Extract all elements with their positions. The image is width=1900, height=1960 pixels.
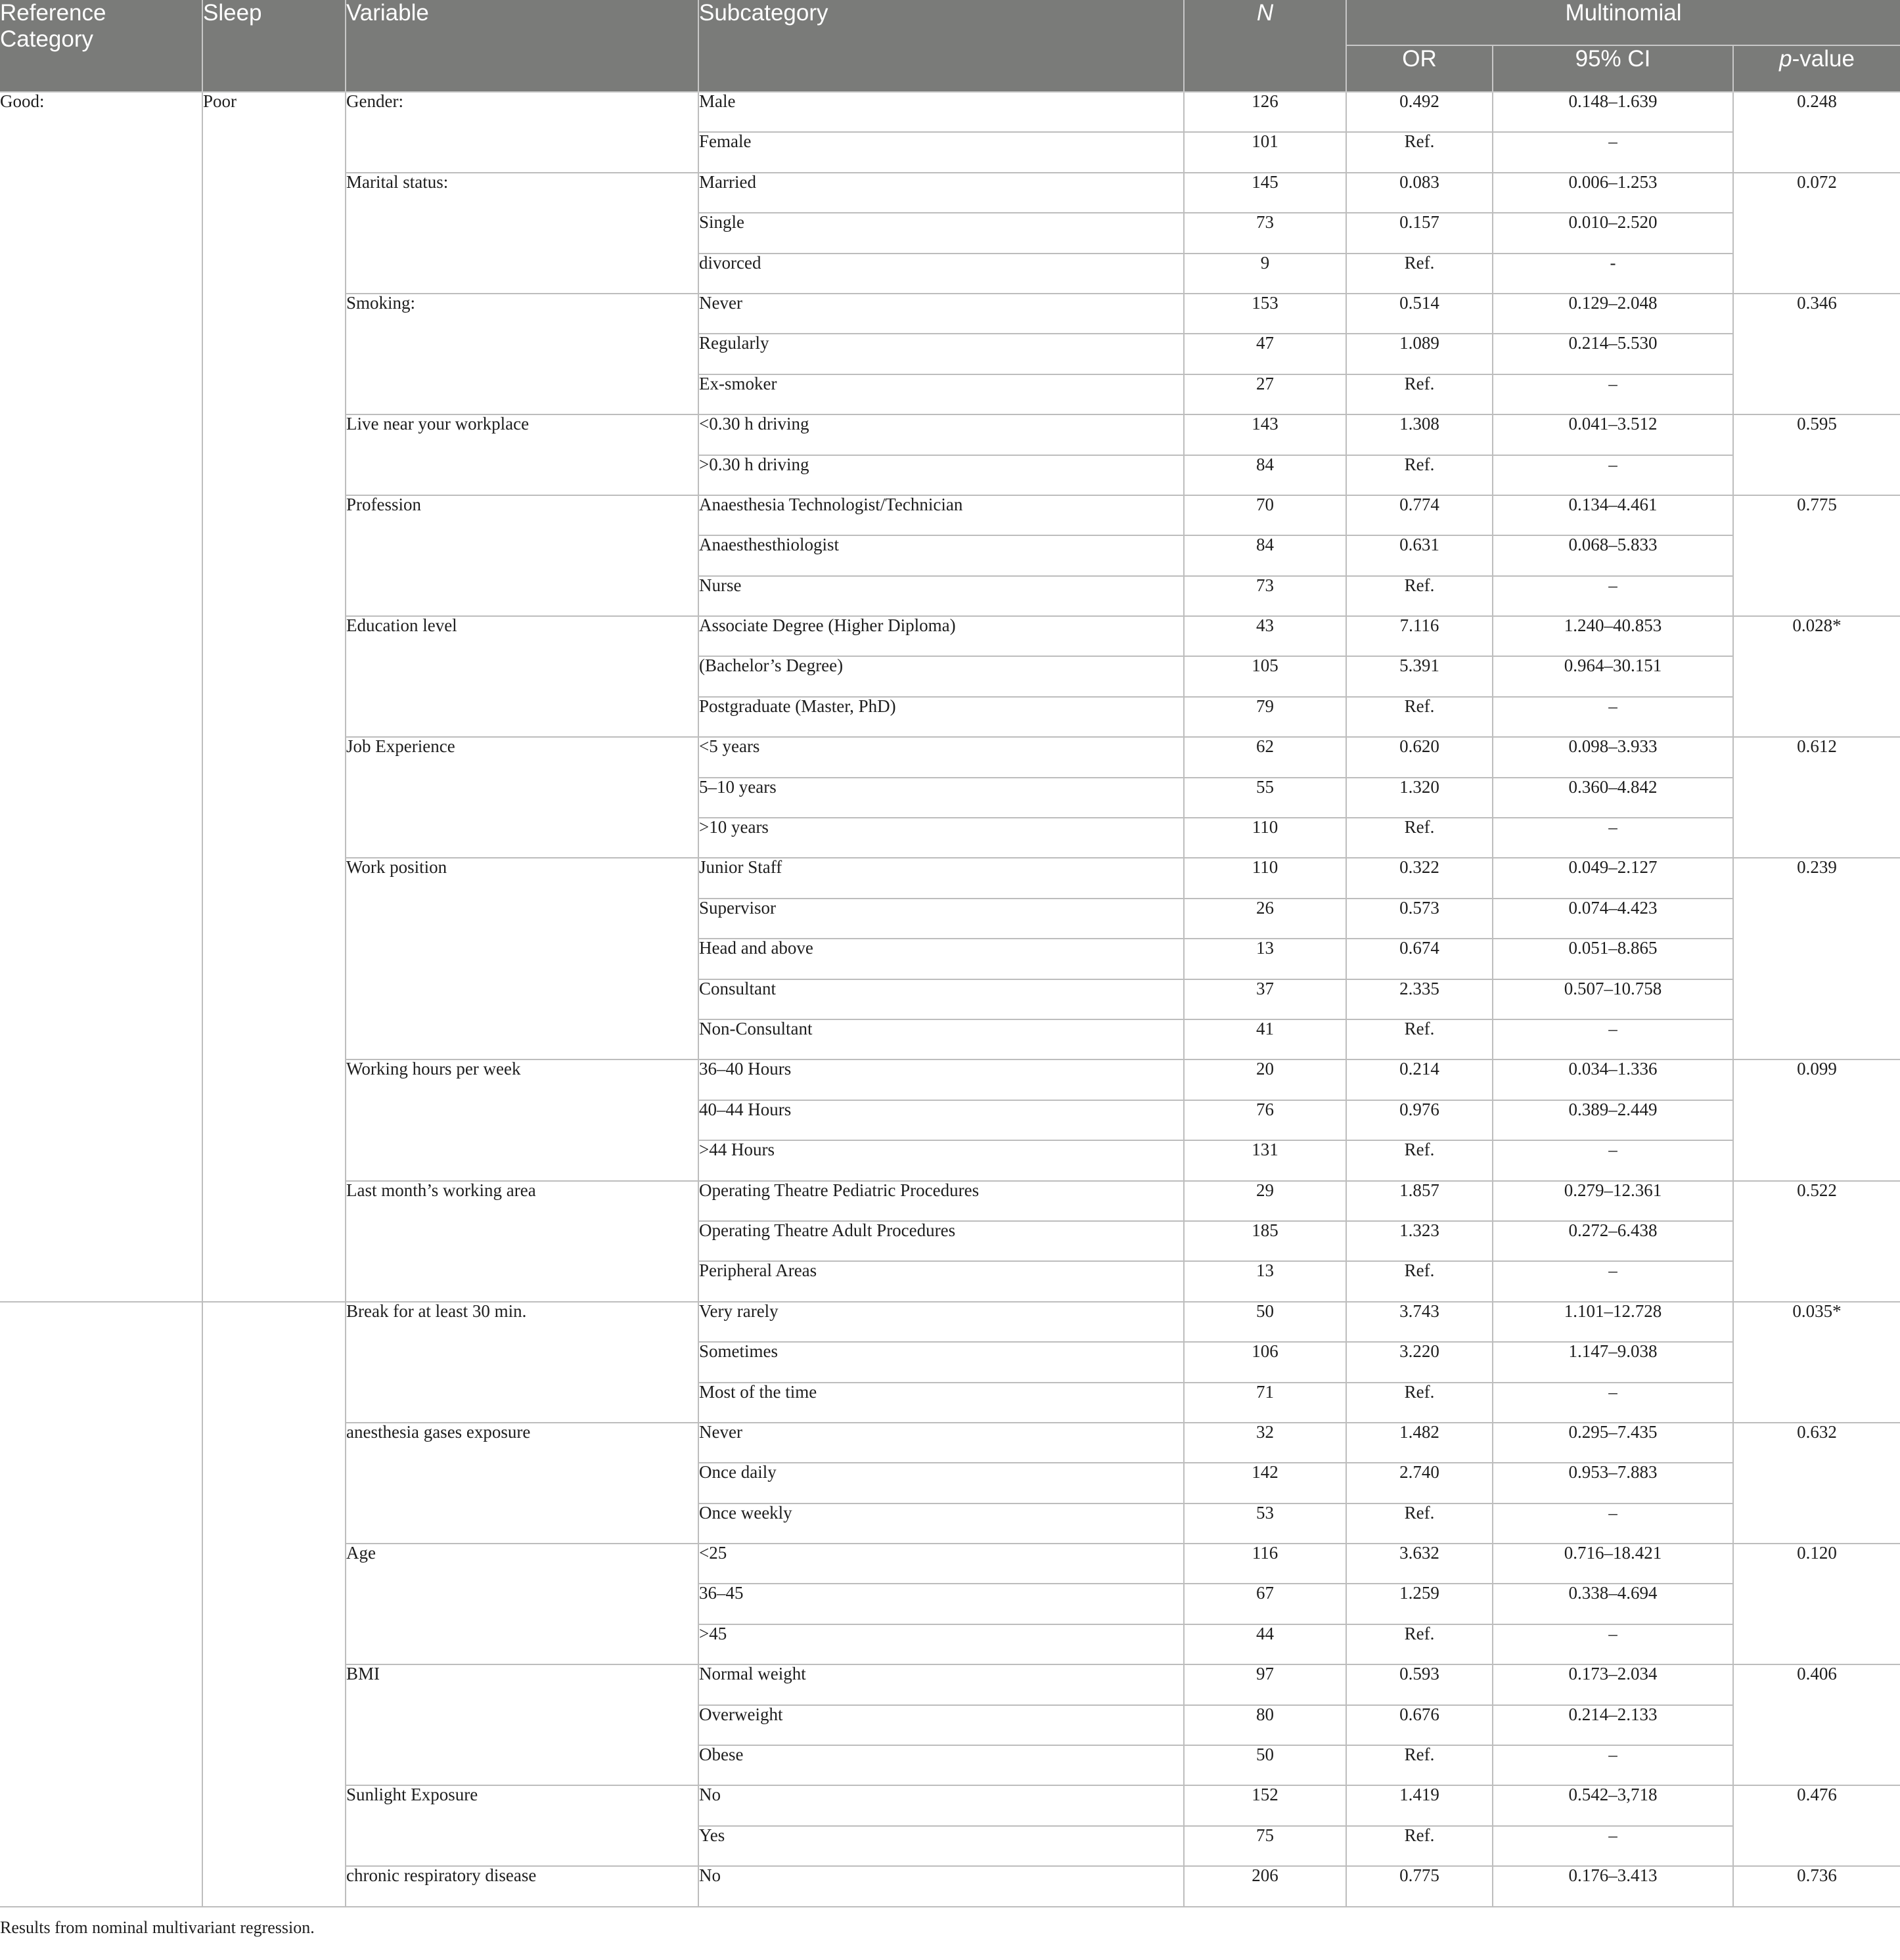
ci-cell: –	[1493, 455, 1733, 495]
n-cell: 55	[1184, 778, 1346, 818]
n-cell: 9	[1184, 254, 1346, 294]
or-cell: 0.631	[1346, 535, 1493, 575]
subcategory-cell: Never	[698, 1423, 1184, 1463]
p-value-cell: 0.736	[1733, 1866, 1900, 1906]
ci-cell: –	[1493, 1826, 1733, 1866]
p-value-cell: 0.346	[1733, 294, 1900, 414]
subcategory-cell: Yes	[698, 1826, 1184, 1866]
ci-cell: 0.051–8.865	[1493, 939, 1733, 979]
n-cell: 70	[1184, 495, 1346, 535]
n-cell: 47	[1184, 334, 1346, 374]
or-cell: 0.976	[1346, 1100, 1493, 1140]
n-cell: 41	[1184, 1019, 1346, 1059]
subcategory-cell: Overweight	[698, 1705, 1184, 1745]
ci-cell: –	[1493, 1745, 1733, 1785]
subcategory-cell: Supervisor	[698, 899, 1184, 939]
subcategory-cell: Normal weight	[698, 1664, 1184, 1704]
ci-cell: –	[1493, 1261, 1733, 1301]
or-cell: Ref.	[1346, 697, 1493, 737]
or-cell: 0.083	[1346, 173, 1493, 213]
ci-cell: –	[1493, 1019, 1733, 1059]
ci-cell: 0.176–3.413	[1493, 1866, 1733, 1906]
or-cell: 0.492	[1346, 92, 1493, 132]
subcategory-cell: Non-Consultant	[698, 1019, 1184, 1059]
header-subcategory: Subcategory	[698, 0, 1184, 92]
p-value-cell: 0.595	[1733, 414, 1900, 495]
subcategory-cell: Associate Degree (Higher Diploma)	[698, 616, 1184, 656]
header-ci: 95% CI	[1493, 45, 1733, 92]
ci-cell: 0.098–3.933	[1493, 737, 1733, 777]
variable-cell: Job Experience	[346, 737, 698, 858]
ci-cell: 0.338–4.694	[1493, 1584, 1733, 1624]
subcategory-cell: >45	[698, 1624, 1184, 1664]
subcategory-cell: Consultant	[698, 979, 1184, 1019]
subcategory-cell: Peripheral Areas	[698, 1261, 1184, 1301]
or-cell: 0.593	[1346, 1664, 1493, 1704]
or-cell: 5.391	[1346, 656, 1493, 696]
n-cell: 143	[1184, 414, 1346, 455]
table-footnote: Results from nominal multivariant regression.	[0, 1918, 315, 1937]
or-cell: Ref.	[1346, 1383, 1493, 1423]
subcategory-cell: Ex-smoker	[698, 374, 1184, 414]
p-value-cell: 0.406	[1733, 1664, 1900, 1785]
subcategory-cell: No	[698, 1866, 1184, 1906]
n-cell: 75	[1184, 1826, 1346, 1866]
or-cell: 3.220	[1346, 1342, 1493, 1382]
or-cell: Ref.	[1346, 576, 1493, 616]
or-cell: 1.323	[1346, 1221, 1493, 1261]
header-variable: Variable	[346, 0, 698, 92]
ci-cell: 1.240–40.853	[1493, 616, 1733, 656]
variable-cell: Sunlight Exposure	[346, 1785, 698, 1866]
or-cell: 3.743	[1346, 1302, 1493, 1342]
variable-cell: Gender:	[346, 92, 698, 173]
p-value-cell: 0.072	[1733, 173, 1900, 294]
or-cell: 3.632	[1346, 1544, 1493, 1584]
or-cell: 0.674	[1346, 939, 1493, 979]
or-cell: 0.214	[1346, 1059, 1493, 1100]
n-cell: 79	[1184, 697, 1346, 737]
subcategory-cell: >44 Hours	[698, 1140, 1184, 1180]
variable-cell: Last month’s working area	[346, 1181, 698, 1302]
n-cell: 110	[1184, 818, 1346, 858]
ci-cell: –	[1493, 1140, 1733, 1180]
reference-category-cell-empty	[0, 1302, 202, 1907]
n-cell: 142	[1184, 1463, 1346, 1503]
or-cell: 0.322	[1346, 858, 1493, 898]
ci-cell: 0.129–2.048	[1493, 294, 1733, 334]
n-cell: 29	[1184, 1181, 1346, 1221]
n-cell: 131	[1184, 1140, 1346, 1180]
ci-cell: –	[1493, 1503, 1733, 1544]
or-cell: Ref.	[1346, 455, 1493, 495]
subcategory-cell: >10 years	[698, 818, 1184, 858]
subcategory-cell: Once weekly	[698, 1503, 1184, 1544]
or-cell: 0.573	[1346, 899, 1493, 939]
n-cell: 110	[1184, 858, 1346, 898]
subcategory-cell: 5–10 years	[698, 778, 1184, 818]
subcategory-cell: Most of the time	[698, 1383, 1184, 1423]
n-cell: 67	[1184, 1584, 1346, 1624]
variable-cell: Education level	[346, 616, 698, 737]
variable-cell: Smoking:	[346, 294, 698, 414]
subcategory-cell: Junior Staff	[698, 858, 1184, 898]
variable-cell: Live near your workplace	[346, 414, 698, 495]
subcategory-cell: <5 years	[698, 737, 1184, 777]
or-cell: 7.116	[1346, 616, 1493, 656]
ci-cell: 0.953–7.883	[1493, 1463, 1733, 1503]
or-cell: Ref.	[1346, 254, 1493, 294]
subcategory-cell: Married	[698, 173, 1184, 213]
or-cell: 0.774	[1346, 495, 1493, 535]
n-cell: 76	[1184, 1100, 1346, 1140]
n-cell: 145	[1184, 173, 1346, 213]
subcategory-cell: Male	[698, 92, 1184, 132]
ci-cell: 0.049–2.127	[1493, 858, 1733, 898]
ci-cell: 0.716–18.421	[1493, 1544, 1733, 1584]
subcategory-cell: Once daily	[698, 1463, 1184, 1503]
ci-cell: 0.010–2.520	[1493, 213, 1733, 253]
ci-cell: 0.389–2.449	[1493, 1100, 1733, 1140]
header-or: OR	[1346, 45, 1493, 92]
or-cell: 1.857	[1346, 1181, 1493, 1221]
variable-cell: chronic respiratory disease	[346, 1866, 698, 1906]
subcategory-cell: Postgraduate (Master, PhD)	[698, 697, 1184, 737]
or-cell: Ref.	[1346, 1261, 1493, 1301]
n-cell: 106	[1184, 1342, 1346, 1382]
ci-cell: 0.074–4.423	[1493, 899, 1733, 939]
or-cell: Ref.	[1346, 1624, 1493, 1664]
or-cell: 1.308	[1346, 414, 1493, 455]
or-cell: Ref.	[1346, 1019, 1493, 1059]
or-cell: Ref.	[1346, 374, 1493, 414]
variable-cell: Marital status:	[346, 173, 698, 294]
ci-cell: 0.214–2.133	[1493, 1705, 1733, 1745]
ci-cell: 0.134–4.461	[1493, 495, 1733, 535]
n-cell: 44	[1184, 1624, 1346, 1664]
subcategory-cell: <0.30 h driving	[698, 414, 1184, 455]
n-cell: 43	[1184, 616, 1346, 656]
n-cell: 37	[1184, 979, 1346, 1019]
ci-cell: –	[1493, 374, 1733, 414]
n-cell: 126	[1184, 92, 1346, 132]
n-cell: 153	[1184, 294, 1346, 334]
sleep-cell: Poor	[202, 92, 346, 1302]
or-cell: Ref.	[1346, 1503, 1493, 1544]
n-cell: 97	[1184, 1664, 1346, 1704]
subcategory-cell: divorced	[698, 254, 1184, 294]
p-value-cell: 0.775	[1733, 495, 1900, 616]
subcategory-cell: Sometimes	[698, 1342, 1184, 1382]
subcategory-cell: Anaesthesthiologist	[698, 535, 1184, 575]
or-cell: Ref.	[1346, 1140, 1493, 1180]
ci-cell: 1.147–9.038	[1493, 1342, 1733, 1382]
n-cell: 50	[1184, 1302, 1346, 1342]
or-cell: Ref.	[1346, 132, 1493, 172]
subcategory-cell: <25	[698, 1544, 1184, 1584]
subcategory-cell: Anaesthesia Technologist/Technician	[698, 495, 1184, 535]
p-value-cell: 0.239	[1733, 858, 1900, 1059]
n-cell: 84	[1184, 455, 1346, 495]
n-cell: 80	[1184, 1705, 1346, 1745]
n-cell: 13	[1184, 939, 1346, 979]
or-cell: Ref.	[1346, 1745, 1493, 1785]
header-n: N	[1184, 0, 1346, 92]
n-cell: 26	[1184, 899, 1346, 939]
subcategory-cell: Never	[698, 294, 1184, 334]
subcategory-cell: 40–44 Hours	[698, 1100, 1184, 1140]
ci-cell: 0.507–10.758	[1493, 979, 1733, 1019]
table-header	[0, 0, 1900, 92]
n-cell: 27	[1184, 374, 1346, 414]
or-cell: 0.676	[1346, 1705, 1493, 1745]
variable-cell: anesthesia gases exposure	[346, 1423, 698, 1544]
ci-cell: –	[1493, 132, 1733, 172]
n-cell: 206	[1184, 1866, 1346, 1906]
ci-cell: 0.542–3,718	[1493, 1785, 1733, 1825]
or-cell: 0.775	[1346, 1866, 1493, 1906]
p-value-cell: 0.476	[1733, 1785, 1900, 1866]
subcategory-cell: Single	[698, 213, 1184, 253]
header-p-suffix: -value	[1792, 46, 1855, 72]
ci-cell: –	[1493, 1383, 1733, 1423]
subcategory-cell: Nurse	[698, 576, 1184, 616]
n-cell: 116	[1184, 1544, 1346, 1584]
variable-cell: Break for at least 30 min.	[346, 1302, 698, 1423]
subcategory-cell: Obese	[698, 1745, 1184, 1785]
n-cell: 73	[1184, 213, 1346, 253]
or-cell: Ref.	[1346, 818, 1493, 858]
or-cell: 0.514	[1346, 294, 1493, 334]
subcategory-cell: Operating Theatre Pediatric Procedures	[698, 1181, 1184, 1221]
ci-cell: –	[1493, 1624, 1733, 1664]
subcategory-cell: Operating Theatre Adult Procedures	[698, 1221, 1184, 1261]
p-value-cell: 0.612	[1733, 737, 1900, 858]
table-row	[0, 92, 1900, 132]
ci-cell: 0.279–12.361	[1493, 1181, 1733, 1221]
ci-cell: –	[1493, 818, 1733, 858]
ci-cell: 0.173–2.034	[1493, 1664, 1733, 1704]
n-cell: 13	[1184, 1261, 1346, 1301]
ci-cell: 0.295–7.435	[1493, 1423, 1733, 1463]
or-cell: 0.620	[1346, 737, 1493, 777]
variable-cell: Working hours per week	[346, 1059, 698, 1180]
ci-cell: 0.964–30.151	[1493, 656, 1733, 696]
variable-cell: BMI	[346, 1664, 698, 1785]
subcategory-cell: >0.30 h driving	[698, 455, 1184, 495]
subcategory-cell: Regularly	[698, 334, 1184, 374]
p-value-cell: 0.248	[1733, 92, 1900, 173]
or-cell: 1.482	[1346, 1423, 1493, 1463]
ci-cell: 1.101–12.728	[1493, 1302, 1733, 1342]
n-cell: 62	[1184, 737, 1346, 777]
n-cell: 101	[1184, 132, 1346, 172]
header-p-letter: p	[1779, 46, 1792, 72]
ci-cell: 0.068–5.833	[1493, 535, 1733, 575]
ci-cell: 0.148–1.639	[1493, 92, 1733, 132]
p-value-cell: 0.099	[1733, 1059, 1900, 1180]
header-multinomial: Multinomial	[1346, 0, 1900, 45]
subcategory-cell: Very rarely	[698, 1302, 1184, 1342]
header-p-value	[1733, 45, 1900, 92]
p-value-cell: 0.028*	[1733, 616, 1900, 737]
p-value-cell: 0.035*	[1733, 1302, 1900, 1423]
or-cell: 0.157	[1346, 213, 1493, 253]
subcategory-cell: 36–40 Hours	[698, 1059, 1184, 1100]
subcategory-cell: Female	[698, 132, 1184, 172]
ci-cell: 0.034–1.336	[1493, 1059, 1733, 1100]
or-cell: 2.740	[1346, 1463, 1493, 1503]
reference-category-cell: Good:	[0, 92, 202, 1302]
header-sleep: Sleep	[202, 0, 346, 92]
subcategory-cell: (Bachelor’s Degree)	[698, 656, 1184, 696]
or-cell: 1.320	[1346, 778, 1493, 818]
ci-cell: –	[1493, 576, 1733, 616]
n-cell: 84	[1184, 535, 1346, 575]
or-cell: 1.259	[1346, 1584, 1493, 1624]
or-cell: 1.089	[1346, 334, 1493, 374]
n-cell: 53	[1184, 1503, 1346, 1544]
sleep-cell-empty	[202, 1302, 346, 1907]
p-value-cell: 0.120	[1733, 1544, 1900, 1664]
n-cell: 71	[1184, 1383, 1346, 1423]
p-value-cell: 0.632	[1733, 1423, 1900, 1544]
ci-cell: 0.272–6.438	[1493, 1221, 1733, 1261]
variable-cell: Age	[346, 1544, 698, 1664]
table-body	[0, 92, 1900, 1907]
ci-cell: 0.360–4.842	[1493, 778, 1733, 818]
n-cell: 105	[1184, 656, 1346, 696]
n-cell: 73	[1184, 576, 1346, 616]
subcategory-cell: 36–45	[698, 1584, 1184, 1624]
or-cell: 2.335	[1346, 979, 1493, 1019]
or-cell: Ref.	[1346, 1826, 1493, 1866]
n-cell: 50	[1184, 1745, 1346, 1785]
p-value-cell: 0.522	[1733, 1181, 1900, 1302]
n-cell: 20	[1184, 1059, 1346, 1100]
n-cell: 32	[1184, 1423, 1346, 1463]
ci-cell: –	[1493, 697, 1733, 737]
n-cell: 152	[1184, 1785, 1346, 1825]
variable-cell: Profession	[346, 495, 698, 616]
or-cell: 1.419	[1346, 1785, 1493, 1825]
ci-cell: 0.006–1.253	[1493, 173, 1733, 213]
n-cell: 185	[1184, 1221, 1346, 1261]
ci-cell: 0.041–3.512	[1493, 414, 1733, 455]
header-reference-category: Reference Category	[0, 0, 202, 92]
variable-cell: Work position	[346, 858, 698, 1059]
subcategory-cell: Head and above	[698, 939, 1184, 979]
table-row	[0, 1302, 1900, 1342]
subcategory-cell: No	[698, 1785, 1184, 1825]
ci-cell: -	[1493, 254, 1733, 294]
ci-cell: 0.214–5.530	[1493, 334, 1733, 374]
